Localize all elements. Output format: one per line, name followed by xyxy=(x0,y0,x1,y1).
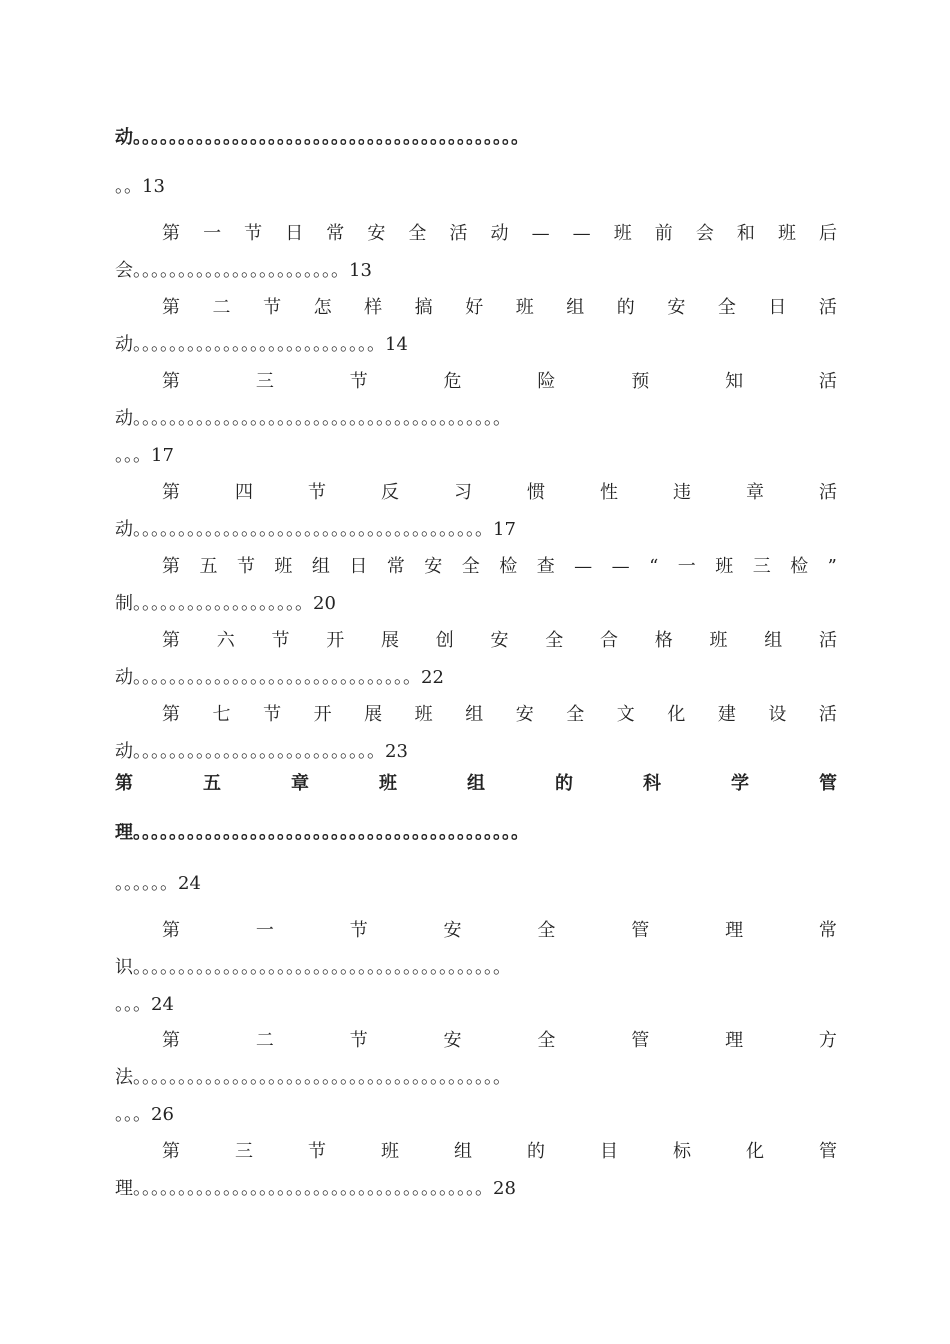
title-char: — xyxy=(611,556,630,577)
section-title xyxy=(162,1140,837,1164)
title-char: 全 xyxy=(537,920,556,941)
leader-line: 理。。。。。。。。。。。。。。。。。。。。。。。。。。。。。。。。。。。。。。。。。。。 xyxy=(115,822,529,843)
leader-line: 动。。。。。。。。。。。。。。。。。。。。。。。。。。。。。。。。。。。。。。。。。 xyxy=(115,408,511,429)
title-char: 班 xyxy=(777,223,796,244)
title-char: 班 xyxy=(715,556,734,577)
title-char: 习 xyxy=(454,482,472,503)
title-char: 查 xyxy=(536,556,555,577)
page-number-line: 。。。17 xyxy=(115,445,174,466)
title-char: 学 xyxy=(731,773,749,794)
title-char: 展 xyxy=(364,704,383,725)
title-char: 好 xyxy=(465,297,484,318)
title-char: 节 xyxy=(349,920,368,941)
title-char: 常 xyxy=(386,556,405,577)
title-char: 全 xyxy=(545,630,564,651)
title-char: 前 xyxy=(654,223,673,244)
title-char: 第 xyxy=(162,704,180,725)
leader-line: 动。。。。。。。。。。。。。。。。。。。。。。。。。。。14 xyxy=(115,334,408,355)
title-char: 安 xyxy=(367,223,386,244)
title-char: 安 xyxy=(515,704,534,725)
title-char: 四 xyxy=(235,482,253,503)
title-char: 目 xyxy=(600,1141,618,1162)
title-char: 节 xyxy=(271,630,290,651)
title-char: 节 xyxy=(236,556,255,577)
title-char: 组 xyxy=(566,297,585,318)
title-char: 安 xyxy=(443,1030,462,1051)
title-char: 五 xyxy=(203,773,221,794)
title-char: 危 xyxy=(443,371,462,392)
title-char: 节 xyxy=(263,297,282,318)
section-title xyxy=(162,703,837,727)
title-char: 一 xyxy=(203,223,222,244)
title-char: 第 xyxy=(162,482,180,503)
title-char: 活 xyxy=(819,630,837,651)
title-char: 安 xyxy=(490,630,509,651)
leader-line: 动。。。。。。。。。。。。。。。。。。。。。。。。。。。。。。。22 xyxy=(115,667,444,688)
leader-line: 动。。。。。。。。。。。。。。。。。。。。。。。。。。。。。。。。。。。。。。。17 xyxy=(115,519,516,540)
title-char: 安 xyxy=(667,297,686,318)
leader-line: 动。。。。。。。。。。。。。。。。。。。。。。。。。。。23 xyxy=(115,741,408,762)
page-number-line: 。。。。。。24 xyxy=(115,873,201,894)
title-char: 七 xyxy=(212,704,231,725)
section-title xyxy=(162,919,837,943)
title-char: 险 xyxy=(537,371,556,392)
section-title xyxy=(162,370,837,394)
title-char: 理 xyxy=(725,920,744,941)
title-char: 组 xyxy=(465,704,484,725)
title-char: 建 xyxy=(717,704,736,725)
title-char: 活 xyxy=(449,223,468,244)
title-char: 组 xyxy=(311,556,330,577)
title-char: 展 xyxy=(381,630,399,651)
title-char: 管 xyxy=(631,920,650,941)
title-char: — xyxy=(572,223,591,244)
title-char: — xyxy=(574,556,593,577)
title-char: 化 xyxy=(746,1141,764,1162)
title-char: 安 xyxy=(424,556,443,577)
title-char: 理 xyxy=(725,1030,744,1051)
page-number-line: 。。13 xyxy=(115,176,165,197)
title-char: 第 xyxy=(162,371,180,392)
title-char: 三 xyxy=(752,556,771,577)
title-char: 节 xyxy=(308,482,326,503)
title-char: 日 xyxy=(285,223,304,244)
title-char: 二 xyxy=(212,297,231,318)
title-char: 违 xyxy=(673,482,691,503)
title-char: 第 xyxy=(162,920,180,941)
section-title xyxy=(162,296,837,320)
section-title xyxy=(162,1029,837,1053)
leader-line: 动。。。。。。。。。。。。。。。。。。。。。。。。。。。。。。。。。。。。。。。。。。。 xyxy=(115,127,529,148)
title-char: 节 xyxy=(349,371,368,392)
title-char: 检 xyxy=(790,556,809,577)
title-char: ” xyxy=(827,556,837,577)
section-title xyxy=(162,481,837,505)
title-char: 章 xyxy=(746,482,764,503)
leader-line: 会。。。。。。。。。。。。。。。。。。。。。。。13 xyxy=(115,260,372,281)
title-char: 班 xyxy=(379,773,397,794)
title-char: “ xyxy=(649,556,659,577)
title-char: 性 xyxy=(600,482,618,503)
leader-line: 理。。。。。。。。。。。。。。。。。。。。。。。。。。。。。。。。。。。。。。。28 xyxy=(115,1178,516,1199)
title-char: 章 xyxy=(291,773,309,794)
title-char: 班 xyxy=(515,297,534,318)
title-char: 班 xyxy=(381,1141,399,1162)
title-char: 管 xyxy=(819,1141,837,1162)
title-char: 组 xyxy=(467,773,485,794)
title-char: — xyxy=(531,223,550,244)
title-char: 安 xyxy=(443,920,462,941)
title-char: 和 xyxy=(736,223,755,244)
leader-line: 制。。。。。。。。。。。。。。。。。。。20 xyxy=(115,593,336,614)
chapter-title xyxy=(115,772,837,796)
title-char: 第 xyxy=(162,1141,180,1162)
title-char: 活 xyxy=(819,482,837,503)
title-char: 全 xyxy=(566,704,585,725)
title-char: 五 xyxy=(199,556,218,577)
title-char: 第 xyxy=(162,1030,180,1051)
leader-line: 识。。。。。。。。。。。。。。。。。。。。。。。。。。。。。。。。。。。。。。。。。 xyxy=(115,957,511,978)
section-title xyxy=(162,629,837,653)
title-char: 班 xyxy=(274,556,293,577)
title-char: 二 xyxy=(255,1030,274,1051)
title-char: 动 xyxy=(490,223,509,244)
title-char: 化 xyxy=(667,704,686,725)
title-char: 会 xyxy=(695,223,714,244)
title-char: 合 xyxy=(600,630,618,651)
title-char: 常 xyxy=(818,920,837,941)
title-char: 三 xyxy=(235,1141,253,1162)
title-char: 反 xyxy=(381,482,399,503)
title-char: 样 xyxy=(364,297,383,318)
title-char: 三 xyxy=(255,371,274,392)
title-char: 的 xyxy=(616,297,635,318)
title-char: 标 xyxy=(673,1141,691,1162)
title-char: 科 xyxy=(643,773,661,794)
title-char: 检 xyxy=(499,556,518,577)
section-title xyxy=(162,555,837,579)
title-char: 惯 xyxy=(527,482,545,503)
title-char: 节 xyxy=(244,223,263,244)
title-char: 管 xyxy=(819,773,837,794)
title-char: 一 xyxy=(677,556,696,577)
title-char: 第 xyxy=(162,297,180,318)
page-number-line: 。。。24 xyxy=(115,994,174,1015)
title-char: 六 xyxy=(216,630,235,651)
title-char: 全 xyxy=(537,1030,556,1051)
title-char: 知 xyxy=(725,371,744,392)
title-char: 组 xyxy=(764,630,783,651)
title-char: 日 xyxy=(349,556,368,577)
title-char: 班 xyxy=(709,630,728,651)
title-char: 开 xyxy=(313,704,332,725)
leader-line: 法。。。。。。。。。。。。。。。。。。。。。。。。。。。。。。。。。。。。。。。。。 xyxy=(115,1067,511,1088)
title-char: 节 xyxy=(349,1030,368,1051)
title-char: 的 xyxy=(555,773,573,794)
title-char: 组 xyxy=(454,1141,472,1162)
title-char: 的 xyxy=(527,1141,545,1162)
title-char: 创 xyxy=(435,630,454,651)
title-char: 第 xyxy=(162,223,180,244)
title-char: 常 xyxy=(326,223,345,244)
title-char: 设 xyxy=(768,704,787,725)
title-char: 节 xyxy=(308,1141,326,1162)
title-char: 全 xyxy=(717,297,736,318)
title-char: 第 xyxy=(115,773,133,794)
title-char: 文 xyxy=(616,704,635,725)
title-char: 全 xyxy=(408,223,427,244)
title-char: 活 xyxy=(818,297,837,318)
title-char: 方 xyxy=(818,1030,837,1051)
title-char: 活 xyxy=(818,704,837,725)
title-char: 第 xyxy=(162,630,180,651)
title-char: 怎 xyxy=(313,297,332,318)
title-char: 班 xyxy=(613,223,632,244)
title-char: 班 xyxy=(414,704,433,725)
title-char: 管 xyxy=(631,1030,650,1051)
title-char: 预 xyxy=(631,371,650,392)
title-char: 搞 xyxy=(414,297,433,318)
title-char: 活 xyxy=(818,371,837,392)
page-number-line: 。。。26 xyxy=(115,1104,174,1125)
title-char: 格 xyxy=(654,630,673,651)
title-char: 日 xyxy=(768,297,787,318)
section-title xyxy=(162,222,837,246)
title-char: 节 xyxy=(263,704,282,725)
title-char: 开 xyxy=(326,630,345,651)
title-char: 全 xyxy=(461,556,480,577)
title-char: 一 xyxy=(255,920,274,941)
title-char: 后 xyxy=(819,223,837,244)
title-char: 第 xyxy=(162,556,180,577)
